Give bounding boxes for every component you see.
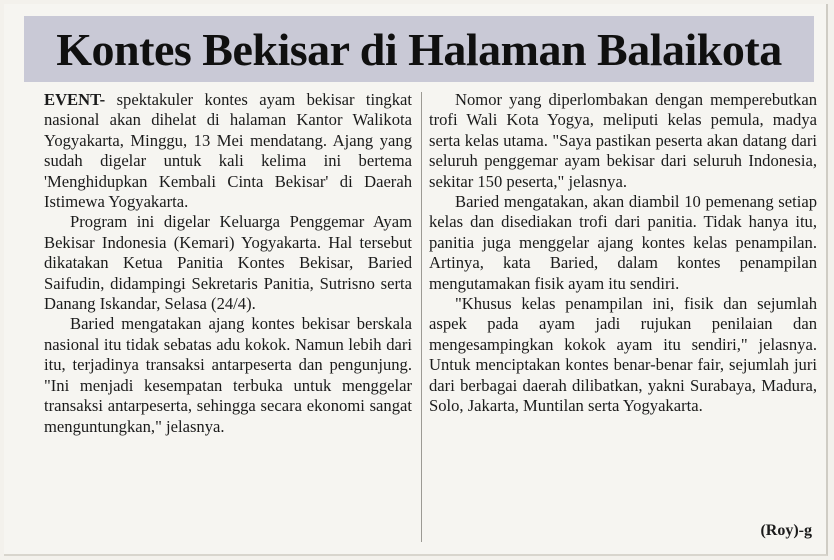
headline-band [24,16,814,82]
newspaper-clipping [4,4,828,556]
right-column [429,90,817,417]
left-column [44,90,412,437]
lead-word: EVENT- [44,90,106,109]
byline: (Roy)-g [760,522,812,539]
paragraph-5: Baried mengatakan, akan diambil 10 pemenang setiap kelas dan disediakan trofi dari panitia. Tidak hanya itu, panitia juga menggelar ajang kontes kelas penampilan. Artinya, kata Baried, dalam kontes penampilan mengutamakan fisik ayam itu sendiri. [429,192,817,293]
paragraph-6: "Khusus kelas penampilan ini, fisik dan sejumlah aspek pada ayam jadi rujukan penilaian dan mengesampingkan kokok ayam itu sendiri," jelasnya. Untuk menciptakan kontes benar-benar fair, sejumlah juri dari berbagai daerah dilibatkan, yakni Surabaya, Madura, Solo, Jakarta, Muntilan serta Yogyakarta. [429,294,817,416]
column-divider [421,92,422,542]
paragraph-2: Program ini digelar Keluarga Penggemar Ayam Bekisar Indonesia (Kemari) Yogyakarta. Hal tersebut dikatakan Ketua Panitia Kontes Bekisar, Baried Saifudin, didampingi Sekretaris Panitia, Sutrisno serta Danang Iskandar, Selasa (24/4). [44,212,412,314]
paragraph-4: Nomor yang diperlombakan dengan memperebutkan trofi Wali Kota Yogya, meliputi kelas pemula, madya serta kelas utama. "Saya pastikan peserta akan datang dari seluruh penggemar ayam bekisar dari seluruh Indonesia, sekitar 150 peserta," jelasnya. [429,90,817,191]
article-headline: Kontes Bekisar di Halaman Balaikota [56,23,782,75]
paragraph-3: Baried mengatakan ajang kontes bekisar berskala nasional itu tidak sebatas adu kokok. Namun lebih dari itu, terjadinya transaksi antarpeserta dan pengunjung. "Ini menjadi kesempatan terbuka untuk menggelar transaksi antarpeserta, sehingga secara ekonomi sangat menguntungkan," jelasnya. [44,314,412,436]
paragraph-1-text: spektakuler kontes ayam bekisar tingkat nasional akan dihelat di halaman Kantor Walikota Yogyakarta, Minggu, 13 Mei mendatang. Ajang yang sudah digelar untuk kali kelima ini bertema 'Menghidupkan Kembali Cinta Bekisar' di Daerah Istimewa Yogyakarta. [44,90,412,212]
paragraph-1 [44,90,412,212]
